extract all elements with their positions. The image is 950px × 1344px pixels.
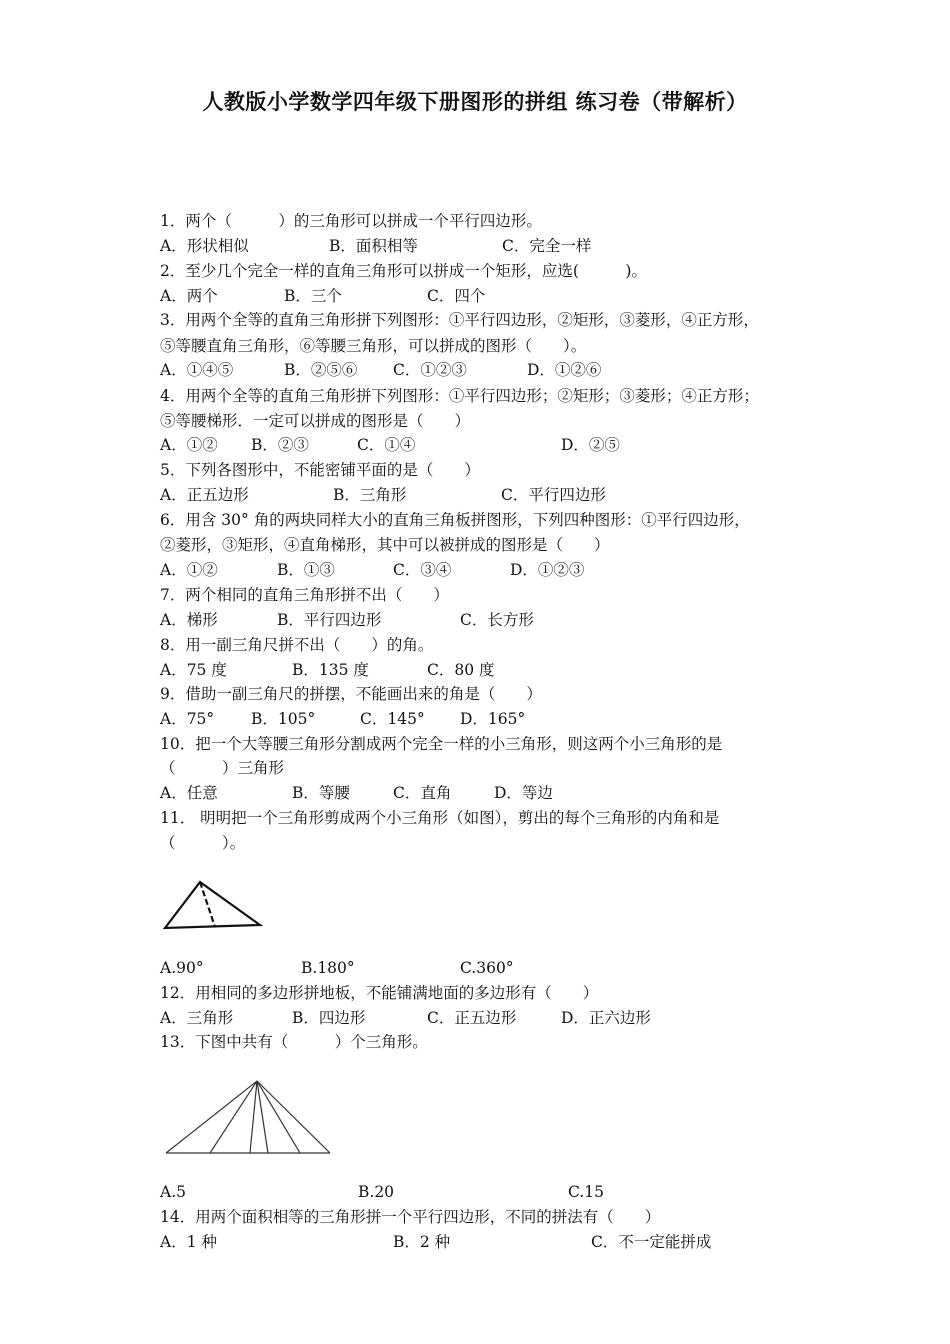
question-7-option-a: A．梯形 bbox=[160, 611, 218, 629]
question-7-option-b: B．平行四边形 bbox=[277, 611, 382, 629]
question-3-text: ⑤等腰直角三角形，⑥等腰三角形，可以拼成的图形（ ）。 bbox=[160, 337, 587, 355]
question-1-option-b: B．面积相等 bbox=[329, 237, 418, 255]
q11-dashed-cut bbox=[200, 882, 215, 927]
question-12-option-d: D．正六边形 bbox=[561, 1009, 651, 1027]
question-6-option-d: D．①②③ bbox=[510, 561, 585, 579]
question-12-option-b: B．四边形 bbox=[292, 1009, 366, 1027]
question-13-option-b: B.20 bbox=[358, 1183, 395, 1201]
question-4-option-b: B．②③ bbox=[251, 436, 309, 454]
question-4-text: 4．用两个全等的直角三角形拼下列图形：①平行四边形；②矩形；③菱形；④正方形； bbox=[160, 387, 759, 405]
question-1-option-c: C．完全一样 bbox=[502, 237, 592, 255]
question-2-option-a: A．两个 bbox=[160, 287, 218, 305]
question-3-text: 3．用两个全等的直角三角形拼下列图形：①平行四边形，②矩形，③菱形，④正方形， bbox=[160, 311, 759, 329]
question-6-option-c: C．③④ bbox=[393, 561, 452, 579]
question-3-option-b: B．②⑤⑥ bbox=[284, 361, 358, 379]
question-3-option-a: A．①④⑤ bbox=[160, 361, 234, 379]
question-4-option-a: A．①② bbox=[160, 436, 218, 454]
question-5-option-b: B．三角形 bbox=[333, 486, 407, 504]
question-5-option-c: C．平行四边形 bbox=[501, 486, 606, 504]
question-10-option-a: A．任意 bbox=[160, 784, 218, 802]
question-7-option-c: C．长方形 bbox=[460, 611, 534, 629]
question-3-option-d: D．①②⑥ bbox=[527, 361, 602, 379]
question-12-option-c: C．正五边形 bbox=[427, 1009, 517, 1027]
question-6-text: ②菱形，③矩形，④直角梯形，其中可以被拼成的图形是（ ） bbox=[160, 536, 610, 554]
question-12-option-a: A．三角形 bbox=[160, 1009, 234, 1027]
q11-triangle-figure bbox=[160, 878, 270, 938]
q13-triangle-fan-figure bbox=[162, 1078, 337, 1158]
question-9-option-b: B．105° bbox=[251, 710, 316, 728]
question-4-option-d: D．②⑤ bbox=[561, 436, 620, 454]
question-13-text: 13．下图中共有（ ）个三角形。 bbox=[160, 1033, 428, 1051]
question-14-option-c: C．不一定能拼成 bbox=[591, 1233, 712, 1251]
question-2-text: 2．至少几个完全一样的直角三角形可以拼成一个矩形，应选( )。 bbox=[160, 262, 647, 280]
question-6-text: 6．用含 30° 角的两块同样大小的直角三角板拼图形，下列四种图形：①平行四边形， bbox=[160, 511, 750, 529]
question-11-option-b: B.180° bbox=[301, 959, 355, 977]
q13-fan-lines bbox=[166, 1081, 330, 1153]
page-title: 人教版小学数学四年级下册图形的拼组 练习卷（带解析） bbox=[202, 90, 748, 114]
question-10-text: （ ）三角形 bbox=[160, 759, 285, 777]
question-10-option-c: C．直角 bbox=[393, 784, 452, 802]
question-9-text: 9．借助一副三角尺的拼摆，不能画出来的角是（ ） bbox=[160, 685, 542, 703]
question-8-text: 8．用一副三角尺拼不出（ ）的角。 bbox=[160, 636, 434, 654]
question-11-option-a: A.90° bbox=[160, 959, 204, 977]
question-8-option-c: C．80 度 bbox=[427, 661, 495, 679]
question-1-text: 1．两个（ ）的三角形可以拼成一个平行四边形。 bbox=[160, 212, 542, 230]
question-11-text: 11． 明明把一个三角形剪成两个小三角形（如图），剪出的每个三角形的内角和是 bbox=[160, 809, 720, 827]
question-11-option-c: C.360° bbox=[460, 959, 514, 977]
question-4-text: ⑤等腰梯形．一定可以拼成的图形是（ ） bbox=[160, 412, 471, 430]
question-10-option-d: D．等边 bbox=[494, 784, 553, 802]
question-9-option-d: D．165° bbox=[460, 710, 526, 728]
question-13-option-c: C.15 bbox=[568, 1183, 604, 1201]
question-8-option-b: B．135 度 bbox=[292, 661, 369, 679]
question-13-option-a: A.5 bbox=[160, 1183, 186, 1201]
question-5-option-a: A．正五边形 bbox=[160, 486, 249, 504]
question-9-option-c: C．145° bbox=[360, 710, 425, 728]
question-7-text: 7．两个相同的直角三角形拼不出（ ） bbox=[160, 586, 449, 604]
question-11-text: （ ）。 bbox=[160, 834, 246, 852]
question-6-option-b: B．①③ bbox=[277, 561, 335, 579]
question-14-text: 14．用两个面积相等的三角形拼一个平行四边形，不同的拼法有（ ） bbox=[160, 1208, 661, 1226]
question-5-text: 5．下列各图形中，不能密铺平面的是（ ） bbox=[160, 461, 480, 479]
question-2-option-b: B．三个 bbox=[284, 287, 342, 305]
question-14-option-b: B．2 种 bbox=[393, 1233, 451, 1251]
question-10-text: 10．把一个大等腰三角形分割成两个完全一样的小三角形，则这两个小三角形的是 bbox=[160, 735, 723, 753]
question-10-option-b: B．等腰 bbox=[292, 784, 350, 802]
question-9-option-a: A．75° bbox=[160, 710, 215, 728]
question-6-option-a: A．①② bbox=[160, 561, 218, 579]
question-14-option-a: A．1 种 bbox=[160, 1233, 217, 1251]
question-12-text: 12．用相同的多边形拼地板，不能铺满地面的多边形有（ ） bbox=[160, 984, 599, 1002]
question-2-option-c: C．四个 bbox=[427, 287, 486, 305]
question-1-option-a: A．形状相似 bbox=[160, 237, 249, 255]
question-3-option-c: C．①②③ bbox=[393, 361, 467, 379]
question-4-option-c: C．①④ bbox=[357, 436, 416, 454]
question-8-option-a: A．75 度 bbox=[160, 661, 227, 679]
